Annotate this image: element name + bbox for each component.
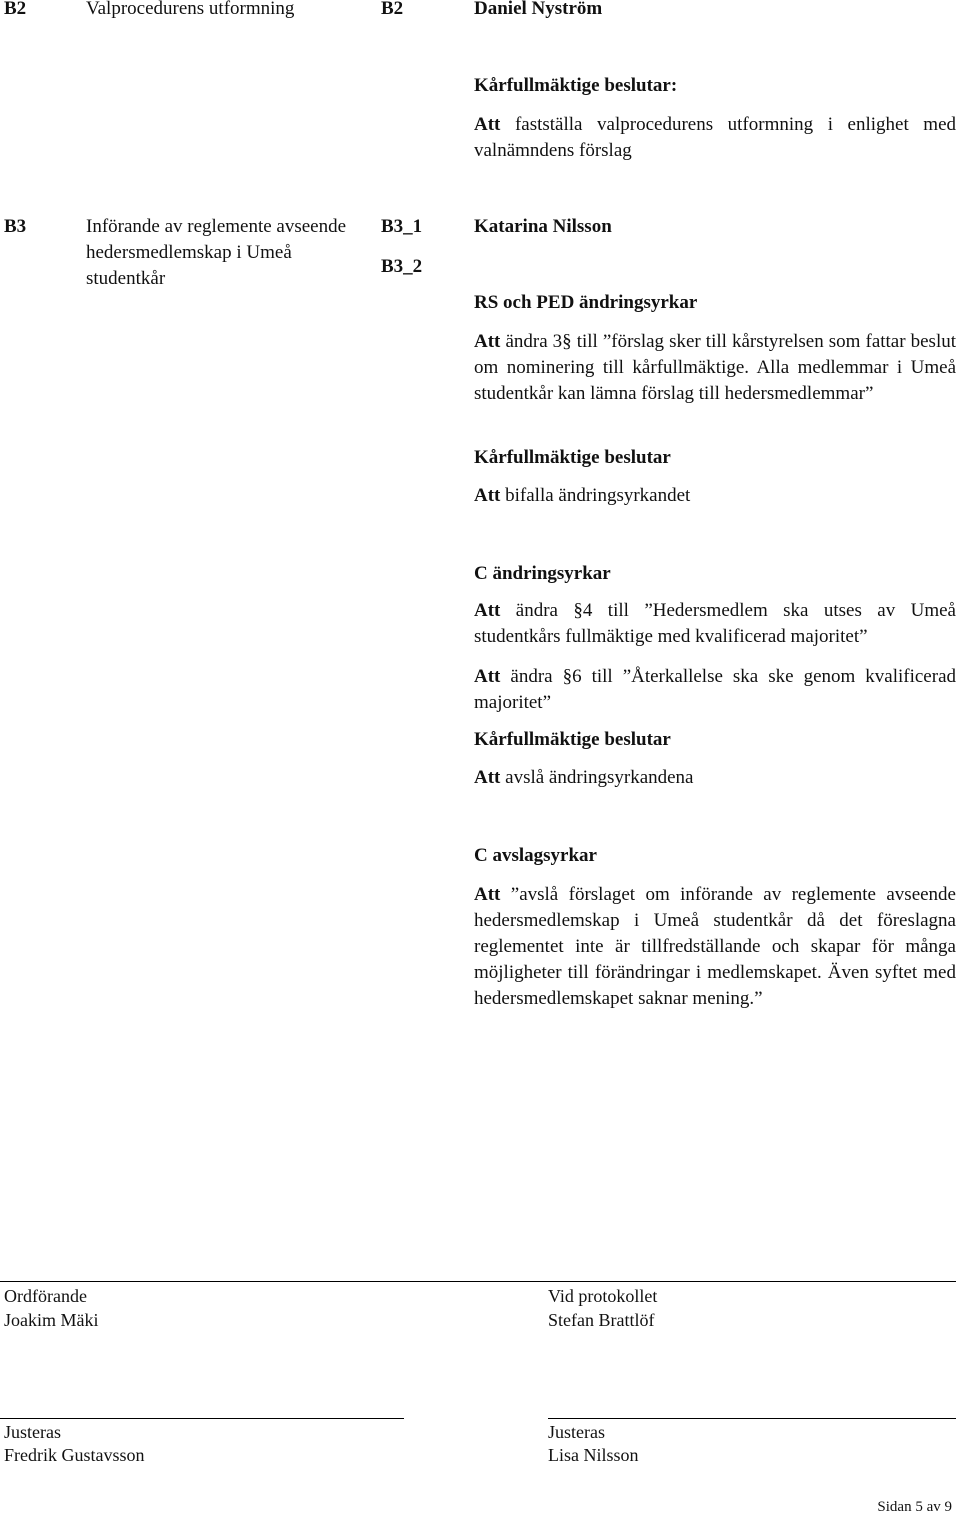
decision-heading: Kårfullmäktige beslutar: (474, 75, 678, 96)
decision-text: bifalla ändringsyrkandet (505, 485, 691, 506)
signature-rule (548, 1418, 956, 1419)
item-ref: B3_1 (381, 216, 423, 237)
signature-rule (0, 1281, 956, 1282)
motion-heading: C ändringsyrkar (474, 563, 611, 584)
decision-paragraph (474, 765, 694, 791)
att-label: Att (474, 884, 501, 905)
signature-rule (0, 1418, 404, 1419)
chair-name: Joakim Mäki (4, 1310, 99, 1330)
adjuster-name: Fredrik Gustavsson (4, 1445, 145, 1465)
decision-heading: Kårfullmäktige beslutar (474, 447, 671, 468)
att-label: Att (474, 767, 501, 788)
motion-text: ”avslå förslaget om införande av reglemente avseende hedersmedlemskap i Umeå studentkår då det föreslagna reglementet inte är tillfredställande och skapar för många möjligheter till förändringar i medlemskapet. Även syftet med hedersmedlemskapet saknar mening.” (474, 884, 956, 1009)
att-label: Att (474, 331, 501, 352)
motion-paragraph (474, 882, 956, 1012)
item-title: Införande av reglemente avseende hedersmedlemskap i Umeå studentkår (86, 216, 347, 289)
motion-paragraph (474, 329, 956, 407)
motion-heading: RS och PED ändringsyrkar (474, 292, 698, 313)
att-label: Att (474, 485, 501, 506)
item-code: B2 (4, 0, 27, 19)
decision-text: fastställa valprocedurens utformning i enlighet med valnämndens förslag (474, 114, 956, 161)
motion-text: ändra §6 till ”Återkallelse ska ske genom kvalificerad majoritet” (474, 666, 956, 713)
decision-paragraph (474, 112, 956, 164)
motion-paragraph (474, 664, 956, 716)
motion-text: ändra 3§ till ”förslag sker till kårstyrelsen som fattar beslut om nominering till kårfullmäktige. Alla medlemmar i Umeå studentkår kan lämna förslag till hedersmedlemmar” (474, 331, 956, 404)
decision-text: avslå ändringsyrkandena (505, 767, 694, 788)
secretary-name: Stefan Brattlöf (548, 1310, 655, 1330)
adjuster-role: Justeras (4, 1422, 61, 1442)
item-ref: B2 (381, 0, 404, 19)
adjuster-name: Lisa Nilsson (548, 1445, 639, 1465)
item-speaker: Katarina Nilsson (474, 216, 612, 237)
item-speaker: Daniel Nyström (474, 0, 603, 19)
item-ref: B3_2 (381, 256, 423, 277)
item-title: Valprocedurens utformning (86, 0, 295, 19)
decision-paragraph (474, 483, 690, 509)
att-label: Att (474, 666, 501, 687)
decision-heading: Kårfullmäktige beslutar (474, 729, 671, 750)
motion-paragraph (474, 598, 956, 650)
chair-role: Ordförande (4, 1286, 87, 1306)
adjuster-role: Justeras (548, 1422, 605, 1442)
att-label: Att (474, 600, 501, 621)
att-label: Att (474, 114, 501, 135)
item-code: B3 (4, 216, 27, 237)
page-number: Sidan 5 av 9 (877, 1499, 952, 1515)
motion-heading: C avslagsyrkar (474, 845, 597, 866)
secretary-role: Vid protokollet (548, 1286, 658, 1306)
motion-text: ändra §4 till ”Hedersmedlem ska utses av Umeå studentkårs fullmäktige med kvalificerad majoritet” (474, 600, 956, 647)
